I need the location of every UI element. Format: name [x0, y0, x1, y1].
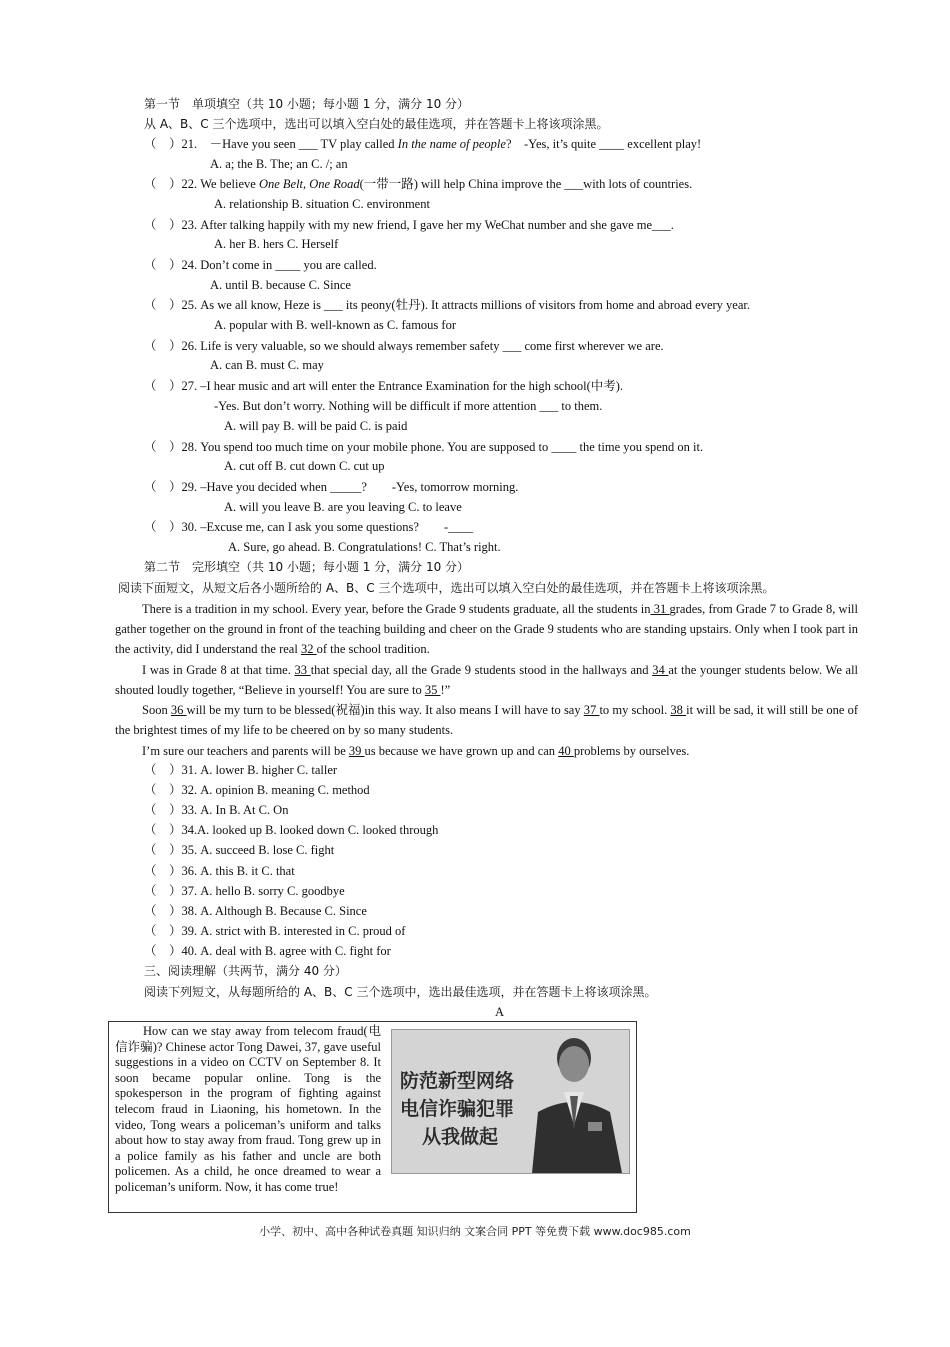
blank-37: 37	[583, 703, 600, 717]
options-26: A. can B. must C. may	[210, 358, 324, 372]
question-29: （ ）29. –Have you decided when _____? -Yes, tomorrow morning.	[144, 480, 519, 494]
page-footer: 小学、初中、高中各种试卷真题 知识归纳 文案合同 PPT 等免费下载 www.doc985.com	[259, 1225, 691, 1238]
photo-caption-line-1: 防范新型网络	[400, 1070, 515, 1092]
question-21: （ ）21. －Have you seen ___ TV play called In the name of people? -Yes, it’s quite ____ excellent play!	[144, 137, 702, 151]
section3-instruction: 阅读下列短文，从每题所给的 A、B、C 三个选项中，选出最佳选项，并在答题卡上将该项涂黑。	[144, 985, 657, 999]
options-29: A. will you leave B. are you leaving C. to leave	[224, 500, 462, 514]
section1-title: 第一节 单项填空（共 10 小题；每小题 1 分，满分 10 分）	[144, 97, 470, 111]
question-26: （ ）26. Life is very valuable, so we should always remember safety ___ come first wherever we are.	[144, 339, 664, 353]
options-37: （ ）37. A. hello B. sorry C. goodbye	[144, 884, 345, 898]
cloze-paragraph-4: I’m sure our teachers and parents will be 39 us because we have grown up and can 40 problems by ourselves.	[142, 744, 690, 758]
options-22: A. relationship B. situation C. environment	[214, 197, 430, 211]
cloze-paragraph-1: There is a tradition in my school. Every year, before the Grade 9 students graduate, all the students in 31 grades, from Grade 7 to Grade 8, will gather together on the ground in front of the teaching building and cheer on the Grade 9 students who are standing upstairs. Only when I took part in the activity, did I understand the real 32 of the school tradition.	[115, 602, 859, 656]
cloze-paragraph-2: I was in Grade 8 at that time. 33 that special day, all the Grade 9 students stood in the hallways and 34 at the younger students below. We all shouted loudly together, “Believe in yourself! You are sure to 35 !”	[115, 663, 859, 697]
options-36: （ ）36. A. this B. it C. that	[144, 864, 295, 878]
options-30: A. Sure, go ahead. B. Congratulations! C. That’s right.	[228, 540, 501, 554]
question-27: （ ）27. –I hear music and art will enter the Entrance Examination for the high school(中考).	[144, 379, 624, 393]
options-38: （ ）38. A. Although B. Because C. Since	[144, 904, 367, 918]
blank-33: 33	[294, 663, 311, 677]
blank-38: 38	[670, 703, 687, 717]
question-28: （ ）28. You spend too much time on your mobile phone. You are supposed to ____ the time you spend on it.	[144, 440, 704, 454]
options-24: A. until B. because C. Since	[210, 278, 351, 292]
blank-32: 32	[300, 642, 317, 656]
question-22: （ ）22. We believe One Belt, One Road(一带一路) will help China improve the ___with lots of countries.	[144, 177, 693, 191]
options-21: A. a; the B. The; an C. /; an	[210, 157, 348, 171]
options-28: A. cut off B. cut down C. cut up	[224, 459, 385, 473]
options-40: （ ）40. A. deal with B. agree with C. fight for	[144, 944, 391, 958]
question-27-reply: -Yes. But don’t worry. Nothing will be difficult if more attention ___ to them.	[214, 399, 603, 413]
options-34: （ ）34.A. looked up B. looked down C. looked through	[144, 823, 439, 837]
section2-title: 第二节 完形填空（共 10 小题；每小题 1 分，满分 10 分）	[144, 560, 470, 574]
options-31: （ ）31. A. lower B. higher C. taller	[144, 763, 338, 777]
blank-34: 34	[652, 663, 669, 677]
options-39: （ ）39. A. strict with B. interested in C. proud of	[144, 924, 406, 938]
blank-40: 40	[558, 744, 574, 758]
cloze-paragraph-3: Soon 36 will be my turn to be blessed(祝福)in this way. It also means I will have to say 37 to my school. 38 it will be sad, it will still be one of the brightest times of my life to be cheered on by so many students.	[115, 703, 859, 737]
blank-39: 39	[348, 744, 365, 758]
options-25: A. popular with B. well-known as C. famous for	[214, 318, 456, 332]
section3-title: 三、阅读理解（共两节，满分 40 分）	[144, 964, 347, 978]
blank-36: 36	[170, 703, 187, 717]
options-23: A. her B. hers C. Herself	[214, 237, 339, 251]
photo-caption-line-2: 电信诈骗犯罪	[400, 1098, 515, 1120]
options-33: （ ）33. A. In B. At C. On	[144, 803, 289, 817]
options-35: （ ）35. A. succeed B. lose C. fight	[144, 843, 335, 857]
blank-35: 35	[424, 683, 441, 697]
question-23: （ ）23. After talking happily with my new friend, I gave her my WeChat number and she gave me___.	[144, 218, 674, 232]
section1-instruction: 从 A、B、C 三个选项中，选出可以填入空白处的最佳选项，并在答题卡上将该项涂黑。	[144, 117, 609, 131]
options-32: （ ）32. A. opinion B. meaning C. method	[144, 783, 370, 797]
question-25: （ ）25. As we all know, Heze is ___ its peony(牡丹). It attracts millions of visitors from home and abroad every year.	[144, 298, 750, 312]
passage-label: A	[495, 1005, 505, 1019]
passage-a-text: How can we stay away from telecom fraud(电信诈骗)? Chinese actor Tong Dawei, 37, gave useful suggestions in a video on CCTV on September 8. It soon became popular online. Tong is the spokesperson in the program of fighting against telecom fraud in Liaoning, his hometown. In the video, Tong wears a policeman’s uniform and talks about how to stay away from fraud. Tong grew up in a police family as his father and uncle are both policemen. As a child, he once dreamed to wear a policeman’s uniform. Now, it has come true!	[115, 1024, 629, 1196]
section2-instruction: 阅读下面短文，从短文后各小题所给的 A、B、C 三个选项中，选出可以填入空白处的最佳选项，并在答题卡上将该项涂黑。	[118, 581, 775, 595]
question-24: （ ）24. Don’t come in ____ you are called.	[144, 258, 377, 272]
blank-31: 31	[650, 602, 670, 616]
question-30: （ ）30. –Excuse me, can I ask you some questions? -____	[144, 520, 474, 534]
options-27: A. will pay B. will be paid C. is paid	[224, 419, 408, 433]
anti-fraud-photo	[391, 1029, 630, 1174]
photo-caption-line-3: 从我做起	[422, 1126, 499, 1148]
